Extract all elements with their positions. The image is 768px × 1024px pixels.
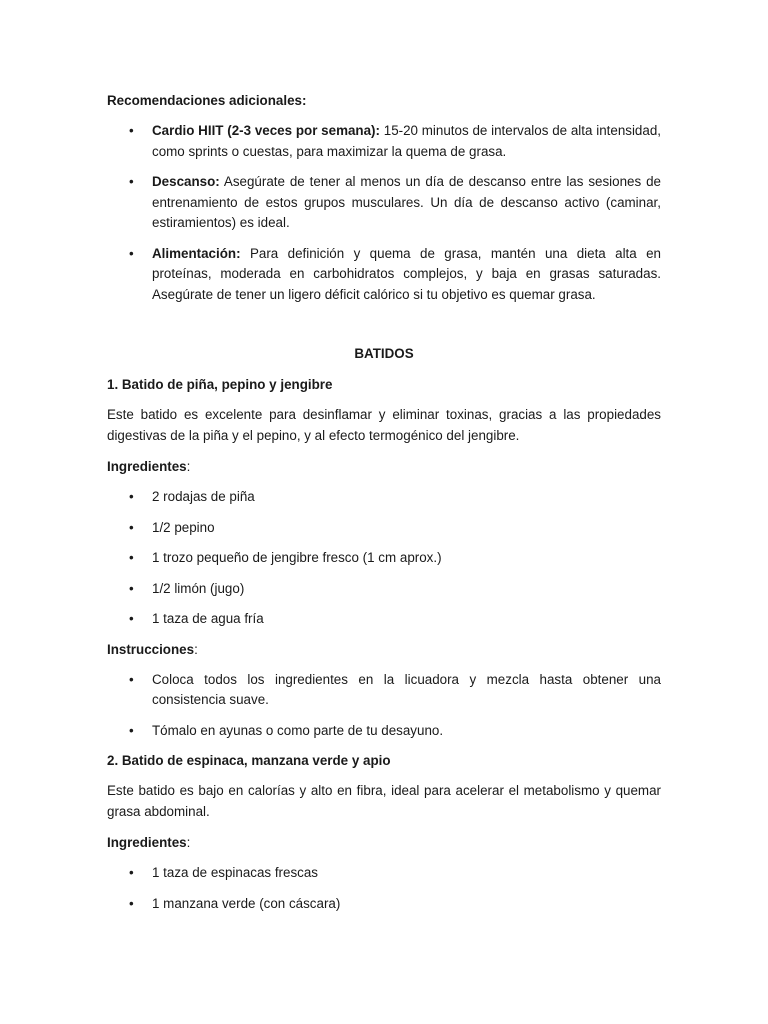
colon: : (194, 641, 198, 657)
ingredient-text: 1/2 pepino (152, 519, 215, 535)
item-label: Cardio HIIT (2-3 veces por semana): (152, 123, 380, 138)
bullet-icon: • (129, 245, 134, 261)
instructions-heading (107, 639, 661, 661)
bullet-icon: • (129, 722, 134, 738)
instructions-list (107, 670, 661, 742)
ingredients-label: Ingredientes (107, 459, 187, 474)
list-item (107, 548, 661, 569)
instruction-text: Tómalo en ayunas o como parte de tu desayuno. (152, 722, 444, 738)
list-item (107, 579, 661, 600)
recommendations-list (107, 121, 661, 305)
item-text: 15-20 minutos de intervalos de alta intensidad, como sprints o cuestas, para maximizar la quema de grasa. (152, 123, 661, 159)
list-item (107, 487, 661, 508)
bullet-icon: • (129, 580, 134, 596)
bullet-icon: • (129, 550, 134, 565)
document-content (107, 90, 661, 914)
bullet-icon: • (129, 123, 134, 138)
list-item (107, 863, 661, 884)
list-item (107, 670, 661, 711)
instruction-text: Coloca todos los ingredientes en la licuadora y mezcla hasta obtener una consistencia suave. (152, 671, 661, 707)
recommendations-heading: Recomendaciones adicionales: (107, 93, 307, 108)
recipe-title: 1. Batido de piña, pepino y jengibre (107, 377, 333, 392)
item-label: Alimentación: (152, 245, 241, 261)
ingredient-text: 2 rodajas de piña (152, 489, 255, 504)
ingredient-text: 1 taza de espinacas frescas (152, 865, 318, 880)
recipe-title: 2. Batido de espinaca, manzana verde y apio (107, 753, 391, 768)
ingredient-text: 1 taza de agua fría (152, 611, 264, 626)
list-item (107, 172, 661, 234)
recipe-description: Este batido es excelente para desinflamar y eliminar toxinas, gracias a las propiedades digestivas de la piña y el pepino, y al efecto termogénico del jengibre. (107, 407, 661, 443)
bullet-icon: • (129, 895, 134, 911)
item-label: Descanso: (152, 174, 220, 189)
bullet-icon: • (129, 519, 134, 535)
ingredients-heading (107, 832, 661, 854)
item-text: Asegúrate de tener al menos un día de descanso entre las sesiones de entrenamiento de estos grupos musculares. Un día de descanso activo (caminar, estiramientos) es ideal. (152, 174, 661, 230)
list-item (107, 894, 661, 915)
instructions-label: Instrucciones (107, 641, 195, 657)
list-item (107, 609, 661, 630)
ingredient-text: 1/2 limón (jugo) (152, 580, 245, 596)
bullet-icon: • (129, 174, 134, 189)
ingredient-text: 1 trozo pequeño de jengibre fresco (1 cm aprox.) (152, 550, 442, 565)
bullet-icon: • (129, 865, 134, 880)
ingredients-list (107, 863, 661, 914)
ingredients-list (107, 487, 661, 630)
list-item (107, 121, 661, 162)
bullet-icon: • (129, 611, 134, 626)
list-item (107, 721, 661, 742)
bullet-icon: • (129, 489, 134, 504)
bullet-icon: • (129, 671, 134, 687)
recipe-description: Este batido es bajo en calorías y alto en fibra, ideal para acelerar el metabolismo y quemar grasa abdominal. (107, 783, 661, 819)
list-item (107, 244, 661, 306)
ingredients-heading (107, 456, 661, 478)
colon: : (186, 835, 191, 850)
item-text: Para definición y quema de grasa, mantén una dieta alta en proteínas, moderada en carbohidratos complejos, y baja en grasas saturadas. Asegúrate de tener un ligero déficit calórico si tu objetivo es quemar grasa. (152, 245, 661, 302)
ingredients-label: Ingredientes (107, 835, 187, 850)
section-title: BATIDOS (354, 346, 414, 361)
colon: : (186, 459, 191, 474)
list-item (107, 518, 661, 539)
ingredient-text: 1 manzana verde (con cáscara) (152, 895, 341, 911)
